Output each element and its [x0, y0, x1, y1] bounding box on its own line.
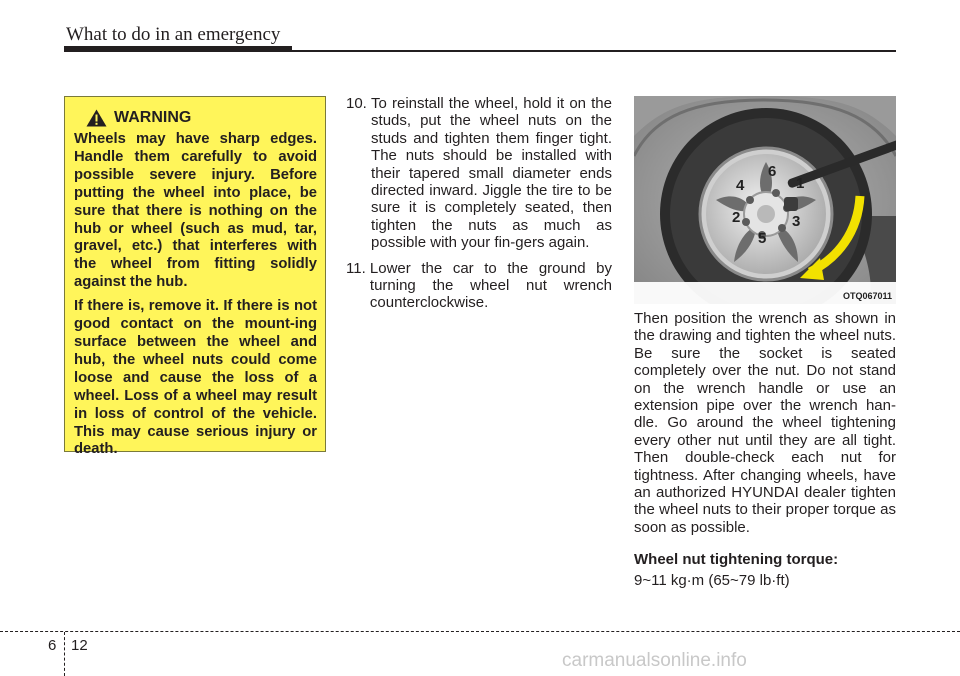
step-text: Lower the car to the ground by turning the wheel nut wrench counterclockwise. [369, 259, 612, 312]
chapter-number: 6 [48, 637, 57, 654]
nut-label-5: 5 [758, 230, 767, 247]
warning-title: WARNING [114, 109, 192, 127]
nut-label-3: 3 [792, 213, 801, 230]
warning-header [74, 109, 317, 127]
torque-value: 9~11 kg·m (65~79 lb·ft) [634, 572, 790, 589]
footer-divider [64, 632, 65, 676]
watermark: carmanualsonline.info [562, 650, 747, 671]
warning-box [64, 96, 326, 458]
wheel-illustration [634, 96, 896, 304]
step-text: To reinstall the wheel, hold it on the studs, put the wheel nuts on the studs and tighten them finger tight. The nuts should be installed with their tapered small diameter ends directed inward. Jiggle the tire to be sure it is completely seated, then tighten the nuts as much as possible with your fin-gers again. [371, 95, 612, 252]
header-rule [64, 50, 896, 52]
wheel-drawing [634, 96, 896, 304]
figure-code: OTQ067011 [842, 291, 892, 301]
step-number: 11. [346, 259, 370, 277]
step-list [346, 95, 612, 320]
footer-rule [0, 631, 960, 632]
section-title: What to do in an emergency [66, 24, 281, 45]
warning-paragraph: Wheels may have sharp edges. Handle them carefully to avoid possible severe injury. Before putting the wheel into place, be sure that there is nothing on the hub or wheel (such as mud, tar, gravel, etc.) that interferes with the wheel from fitting solidly against the hub. [74, 131, 317, 291]
step-item [346, 95, 612, 252]
step-number: 10. [346, 95, 372, 112]
nut-label-1: 1 [796, 175, 805, 192]
warning-paragraph: If there is, remove it. If there is not good contact on the mount-ing surface between the wheel and hub, the wheel nuts could come loose and cause the loss of a wheel. Loss of a wheel may result in loss of control of the vehicle. This may cause serious injury or death. [74, 298, 317, 458]
nut-label-2: 2 [732, 209, 741, 226]
nut-label-6: 6 [768, 163, 777, 180]
step-item [346, 260, 612, 312]
page-number: 12 [71, 637, 88, 654]
nut-label-4: 4 [736, 177, 745, 194]
warning-triangle-icon [86, 109, 107, 127]
torque-heading: Wheel nut tightening torque: [634, 551, 839, 568]
instruction-paragraph: Then position the wrench as shown in the drawing and tighten the wheel nuts. Be sure the socket is seated completely over the nut. Do not stand on the wrench handle or use an extension pipe over the wrench han-dle. Go around the wheel tightening every other nut until they are all tight. Then double-check each nut for tightness. After changing wheels, have an authorized HYUNDAI dealer tighten the wheel nuts to their proper torque as soon as possible. [634, 310, 896, 536]
